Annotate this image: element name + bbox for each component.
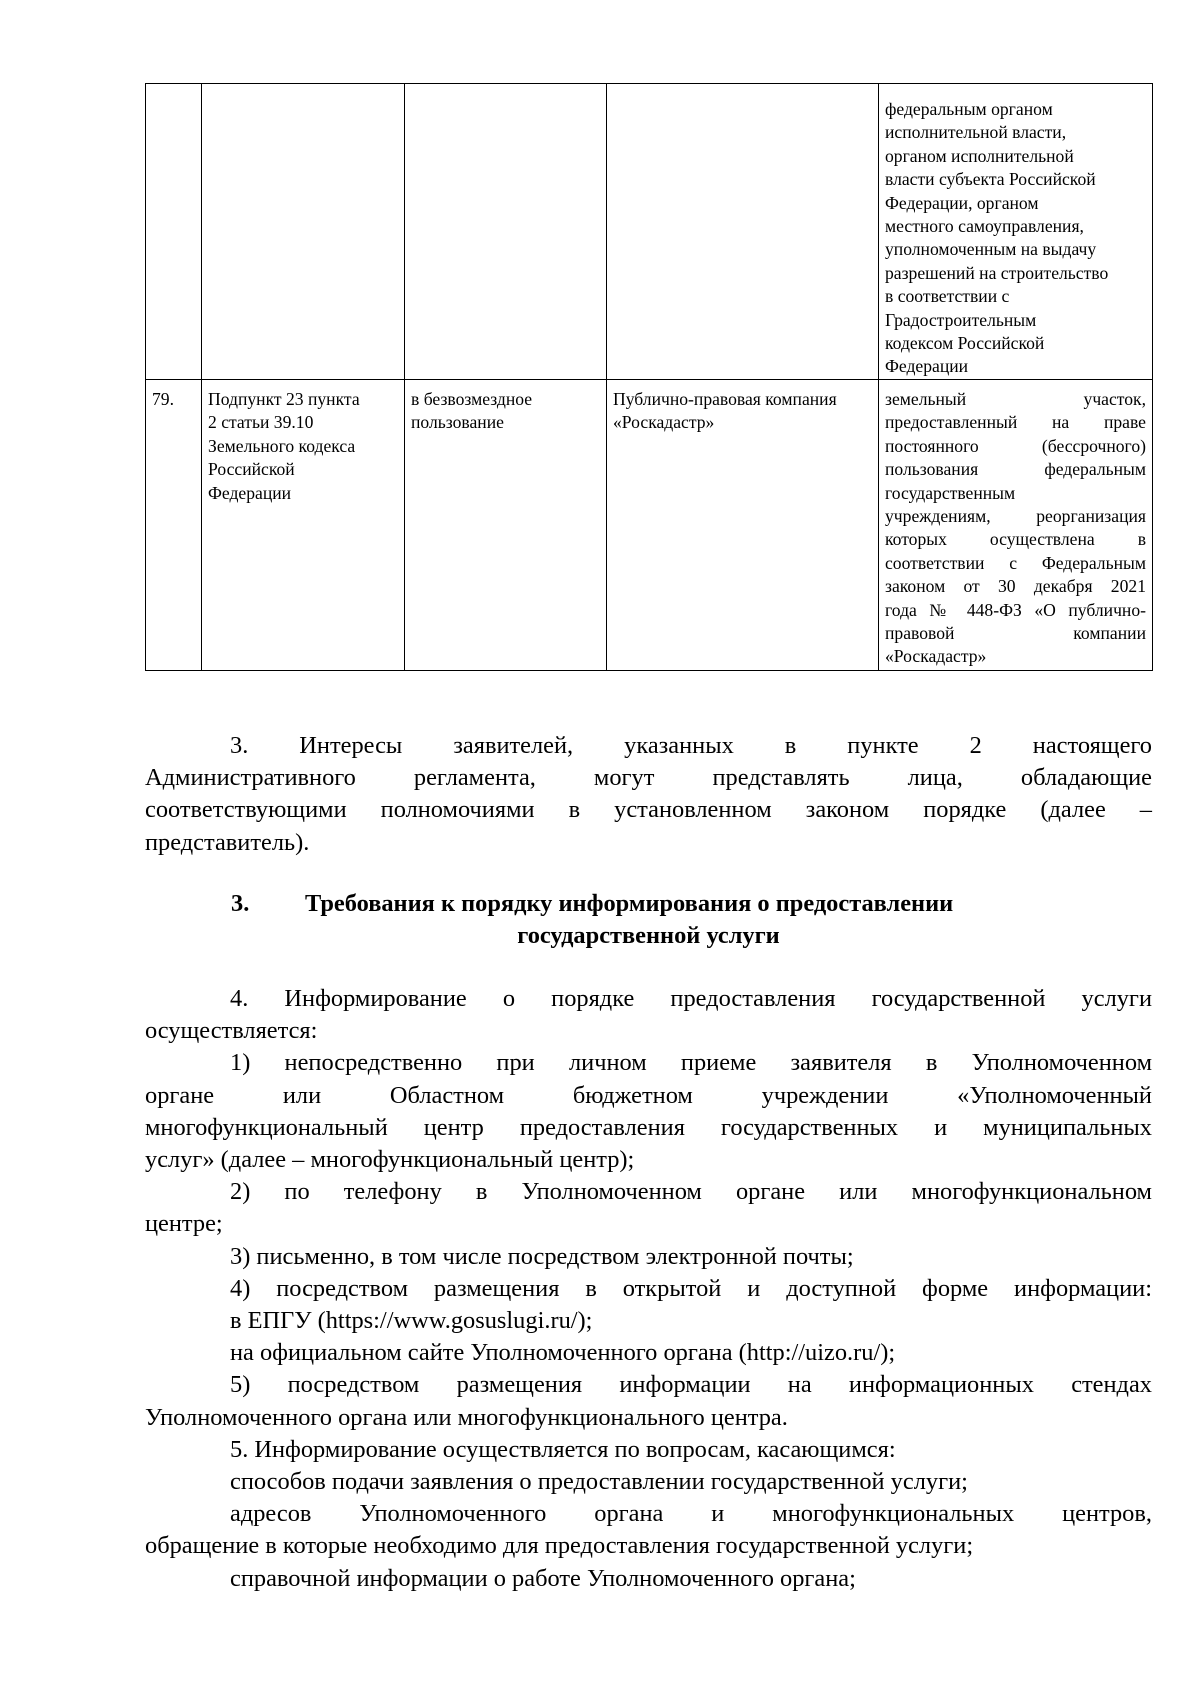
text-line: справочной информации о работе Уполномоченного органа;: [230, 1564, 856, 1592]
cell-text-line: кодексом Российской: [885, 333, 1045, 354]
table-cell-num: [146, 84, 202, 380]
services-table: [145, 83, 1153, 671]
cell-text-line: предоставленный на праве: [885, 412, 1146, 433]
cell-text-line: земельный участок,: [885, 388, 1146, 409]
text-line: 3. Интересы заявителей, указанных в пункте 2 настоящего: [230, 732, 1152, 759]
table-cell-num: [146, 379, 202, 670]
section-heading: [145, 888, 1152, 952]
cell-text-line: пользования федеральным: [885, 459, 1146, 480]
text-line: 3) письменно, в том числе посредством электронной почты;: [230, 1242, 854, 1270]
cell-text-line: постоянного (бессрочного): [885, 435, 1146, 456]
cell-text-line: года № 448-ФЗ «О публично-: [885, 599, 1146, 620]
cell-text-line: Федерации: [885, 356, 969, 377]
table-cell-applicant: [607, 379, 879, 670]
cell-text-line: власти субъекта Российской: [885, 169, 1096, 190]
cell-text-line: Публично-правовая компания: [613, 388, 837, 409]
table-cell-type: [405, 84, 607, 380]
text-line: многофункциональный центр предоставления государственных и муниципальных: [145, 1113, 1152, 1141]
cell-text-line: федеральным органом: [885, 99, 1053, 119]
text-line: центре;: [145, 1210, 223, 1238]
cell-text-line: которых осуществлена в: [885, 529, 1146, 550]
table-cell-condition: [879, 84, 1153, 380]
text-line: 2) по телефону в Уполномоченном органе или многофункциональном: [230, 1178, 1152, 1206]
table-cell-applicant: [607, 84, 879, 380]
text-line: представитель).: [145, 828, 310, 856]
cell-text-line: органом исполнительной: [885, 145, 1074, 166]
text-line: 4) посредством размещения в открытой и доступной форме информации:: [230, 1274, 1152, 1302]
text-line: на официальном сайте Уполномоченного органа (http://uizo.ru/);: [230, 1339, 896, 1367]
text-line: способов подачи заявления о предоставлении государственной услуги;: [230, 1468, 968, 1496]
cell-text-line: государственным: [885, 482, 1016, 503]
text-line: осуществляется:: [145, 1017, 318, 1045]
section-body: [145, 983, 1152, 1595]
text-line: органе или Областном бюджетном учреждении «Уполномоченный: [145, 1081, 1152, 1109]
text-line: в ЕПГУ (https://www.gosuslugi.ru/);: [230, 1307, 593, 1335]
text-line: услуг» (далее – многофункциональный центр);: [145, 1146, 635, 1174]
cell-text-line: Федерации, органом: [885, 192, 1039, 213]
section-title-line1: Требования к порядку информирования о предоставлении: [305, 890, 954, 917]
cell-text-line: 2 статьи 39.10: [208, 412, 314, 433]
paragraph-3: [145, 730, 1152, 859]
text-line: адресов Уполномоченного органа и многофункциональных центров,: [230, 1500, 1152, 1528]
cell-text-line: Градостроительным: [885, 309, 1037, 330]
row-number: 79.: [152, 388, 174, 409]
cell-text-line: Земельного кодекса: [208, 435, 356, 456]
cell-text-line: Российской: [208, 459, 295, 480]
table-row: [146, 379, 1153, 670]
table-cell-type: [405, 379, 607, 670]
text-line: Административного регламента, могут представлять лица, обладающие: [145, 764, 1152, 792]
cell-text-line: «Роскадастр»: [613, 412, 715, 433]
cell-text-line: соответствии с Федеральным: [885, 552, 1146, 573]
cell-text-line: местного самоуправления,: [885, 216, 1084, 237]
text-line: 4. Информирование о порядке предоставления государственной услуги: [230, 985, 1152, 1012]
cell-text-line: уполномоченным на выдачу: [885, 239, 1097, 260]
cell-text-line: в безвозмездное: [411, 388, 533, 409]
cell-text-line: пользование: [411, 412, 504, 433]
cell-text-line: «Роскадастр»: [885, 646, 987, 667]
section-title-line2: государственной услуги: [517, 922, 780, 949]
cell-text-line: Подпункт 23 пункта: [208, 388, 360, 409]
text-line: Уполномоченного органа или многофункционального центра.: [145, 1403, 788, 1431]
text-line: 1) непосредственно при личном приеме заявителя в Уполномоченном: [230, 1049, 1152, 1077]
cell-text-line: исполнительной власти,: [885, 122, 1067, 143]
table-cell-condition: [879, 379, 1153, 670]
cell-text-line: законом от 30 декабря 2021: [885, 576, 1146, 597]
table-cell-basis: [202, 379, 405, 670]
cell-text-line: Федерации: [208, 482, 292, 503]
text-line: 5) посредством размещения информации на информационных стендах: [230, 1371, 1152, 1399]
text-line: обращение в которые необходимо для предоставления государственной услуги;: [145, 1532, 974, 1560]
cell-text-line: в соответствии с: [885, 286, 1010, 307]
text-line: соответствующими полномочиями в установленном законом порядке (далее –: [145, 796, 1152, 824]
section-number: 3.: [231, 890, 250, 917]
cell-text-line: правовой компании: [885, 622, 1146, 643]
cell-text-line: разрешений на строительство: [885, 262, 1109, 283]
table-cell-basis: [202, 84, 405, 380]
cell-text-line: учреждениям, реорганизация: [885, 505, 1146, 526]
text-line: 5. Информирование осуществляется по вопросам, касающимся:: [230, 1435, 896, 1463]
table-row: [146, 84, 1153, 380]
